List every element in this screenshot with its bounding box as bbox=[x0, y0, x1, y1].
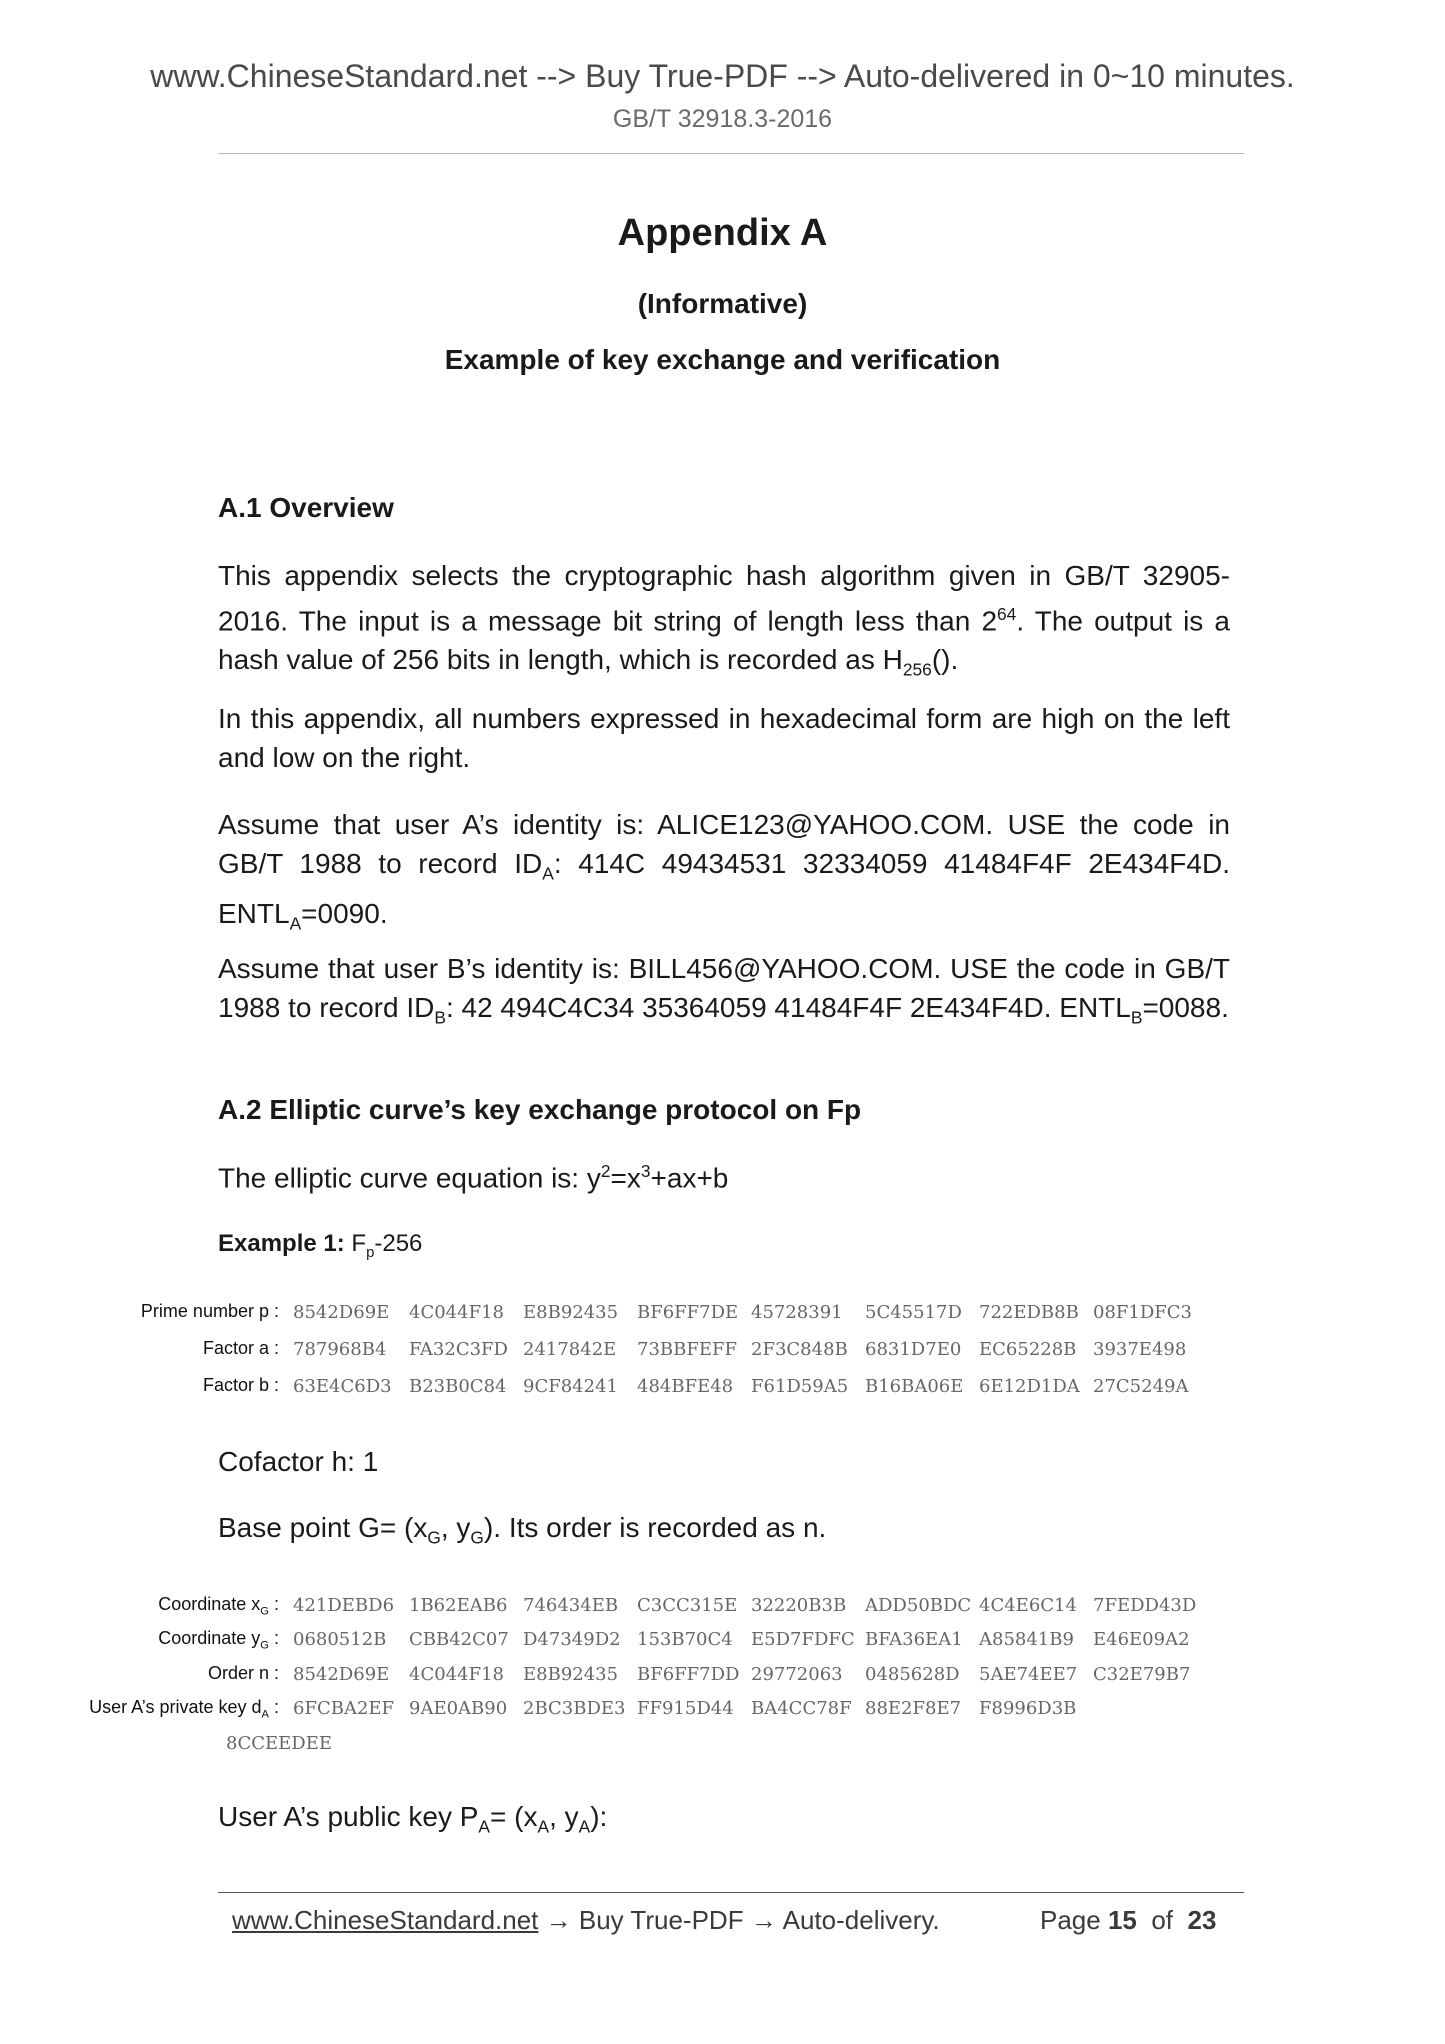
param-label-prime: Prime number p : bbox=[140, 1301, 279, 1321]
header-banner: www.ChineseStandard.net --> Buy True-PDF --> Auto-delivered in 0~10 minutes. bbox=[150, 58, 1295, 94]
footer-divider bbox=[218, 1892, 1244, 1893]
private-key-continuation: 8CCEEDEE bbox=[226, 1733, 332, 1754]
paragraph-hash: This appendix selects the cryptographic hash algorithm given in GB/T 32905-2016. The input is a message bit string of length less than $2^{64}$. The output is a hash value of 256 bits in length, which is recorded as $H_{256}()$. bbox=[218, 560, 1231, 680]
footer-link[interactable]: www.ChineseStandard.net bbox=[232, 1905, 539, 1935]
public-key-line: User A’s public key $P_A= (x_A$, $y_A$): bbox=[218, 1801, 608, 1837]
header-divider bbox=[218, 153, 1244, 154]
private-key-values: 6FCBA2EF 9AE0AB90 2BC3BDE3 FF915D44 BA4CC78F 88E2F8E7 F8996D3B bbox=[293, 1698, 1077, 1719]
order-label: Order n : bbox=[207, 1663, 279, 1683]
param-values-prime: 8542D69E 4C044F18 E8B92435 BF6FF7DE 45728391 5C45517D 722EDB8B 08F1DFC3 bbox=[293, 1302, 1192, 1323]
base-point-line: Base point $G= (x_G$, $y_G$). Its order is recorded as n. bbox=[218, 1512, 827, 1548]
appendix-type: (Informative) bbox=[637, 288, 808, 319]
coord-values-xg: 421DEBD6 1B62EAB6 746434EB C3CC315E 32220B3B ADD50BDC 4C4E6C14 7FEDD43D bbox=[293, 1595, 1197, 1616]
curve-equation: The elliptic curve equation is: $y^2=x^3+ax+b$ bbox=[218, 1161, 729, 1194]
coord-label-yg: Coordinate $y_G$ : bbox=[158, 1628, 279, 1652]
paragraph-hex-order: In this appendix, all numbers expressed in hexadecimal form are high on the left and low on the right. bbox=[218, 703, 1230, 773]
cofactor-line: Cofactor h: 1 bbox=[218, 1446, 379, 1477]
paragraph-user-a: Assume that user A’s identity is: ALICE123@YAHOO.COM. USE the code in GB/T 1988 to record $ID_A$: 414C 49434531 32334059 41484F4F 2E434F4D. $ENTL_A=0090$. bbox=[218, 809, 1230, 934]
arrow-right-icon: → bbox=[545, 1905, 572, 1935]
paragraph-user-b: Assume that user B’s identity is: BILL456@YAHOO.COM. USE the code in GB/T 1988 to record $ID_B$: 42 494C4C34 35364059 41484F4F 2E434F4D. $ENTL_B=0088$. bbox=[218, 953, 1230, 1028]
example-label: Example 1: $F_p-256$ bbox=[218, 1230, 423, 1261]
coord-label-xg: Coordinate $x_G$ : bbox=[158, 1594, 279, 1618]
param-values-a: 787968B4 FA32C3FD 2417842E 73BBFEFF 2F3C848B 6831D7E0 EC65228B 3937E498 bbox=[293, 1339, 1187, 1360]
document-id: GB/T 32918.3-2016 bbox=[612, 105, 833, 133]
private-key-label: User A’s private key $d_A$ : bbox=[89, 1697, 279, 1721]
arrow-right-icon: → bbox=[750, 1905, 777, 1935]
section-heading-a1: A.1 Overview bbox=[218, 492, 394, 523]
param-label-a: Factor a : bbox=[202, 1338, 279, 1358]
footer-text: www.ChineseStandard.net → Buy True-PDF → Auto-delivery. bbox=[232, 1905, 940, 1935]
coord-values-yg: 0680512B CBB42C07 D47349D2 153B70C4 E5D7FDFC BFA36EA1 A85841B9 E46E09A2 bbox=[293, 1629, 1190, 1650]
param-values-b: 63E4C6D3 B23B0C84 9CF84241 484BFE48 F61D59A5 B16BA06E 6E12D1DA 27C5249A bbox=[293, 1376, 1189, 1397]
order-values: 8542D69E 4C044F18 E8B92435 BF6FF7DD 29772063 0485628D 5AE74EE7 C32E79B7 bbox=[293, 1664, 1191, 1685]
appendix-subtitle: Example of key exchange and verification bbox=[444, 344, 1001, 375]
section-heading-a2: A.2 Elliptic curve’s key exchange protocol on Fp bbox=[218, 1094, 862, 1125]
appendix-title: Appendix A bbox=[617, 212, 828, 254]
page-number: Page 15 of 23 bbox=[1040, 1905, 1217, 1935]
param-label-b: Factor b : bbox=[202, 1375, 279, 1395]
